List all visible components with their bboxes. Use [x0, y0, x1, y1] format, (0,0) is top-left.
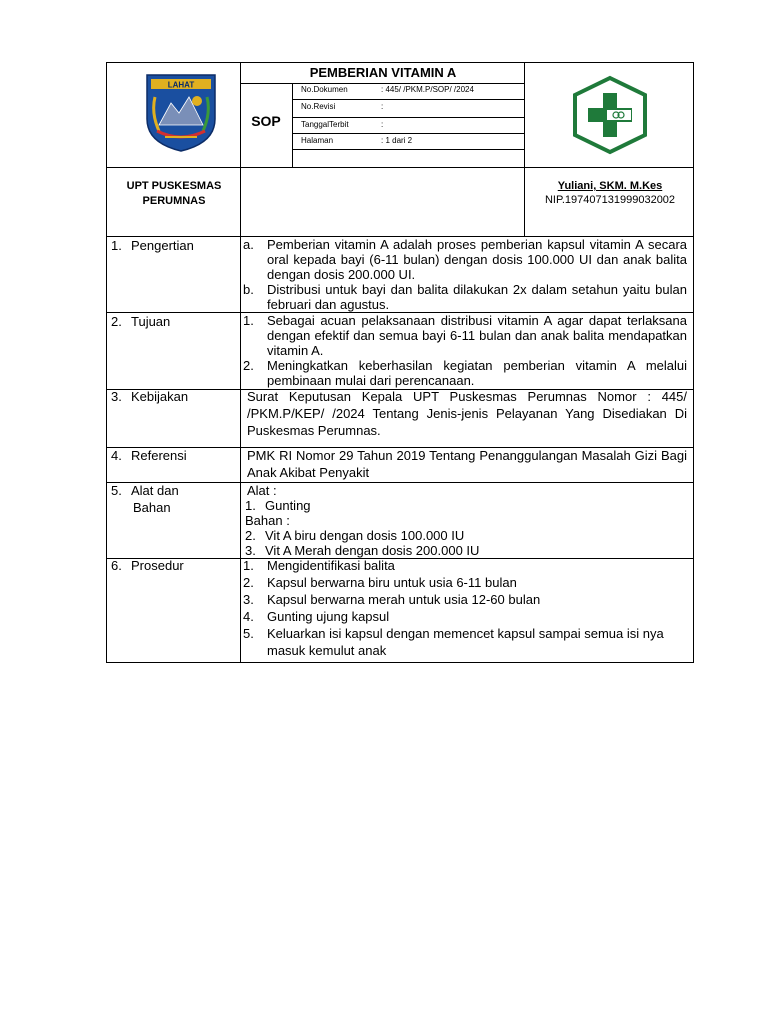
meta-label: No.Revisi	[301, 102, 336, 111]
meta-label: No.Dokumen	[301, 85, 348, 94]
list-text: Mengidentifikasi balita	[267, 558, 395, 573]
section-content-referensi: PMK RI Nomor 29 Tahun 2019 Tentang Penanggulangan Masalah Gizi Bagi Anak Akibat Penyakit	[247, 448, 687, 480]
signer-nip: NIP.197407131999032002	[544, 194, 676, 206]
bahan-title: Bahan :	[245, 513, 290, 528]
lahat-crest-text: LAHAT	[167, 80, 195, 90]
meta-label: TanggalTerbit	[301, 120, 349, 129]
divider	[292, 133, 525, 134]
list-text: Gunting	[265, 498, 311, 513]
section-content-tujuan	[243, 313, 687, 388]
divider	[241, 83, 525, 84]
list-marker: 1.	[243, 558, 254, 573]
list-marker: a.	[243, 237, 254, 252]
list-marker: 5.	[243, 626, 254, 641]
section-label-referensi	[111, 447, 187, 464]
list-text: Gunting ujung kapsul	[267, 609, 390, 624]
section-label-tujuan	[111, 313, 170, 330]
list-marker: 3.	[245, 543, 256, 558]
list-item	[243, 282, 687, 312]
list-text: Vit A Merah dengan dosis 200.000 IU	[265, 543, 480, 558]
list-item	[245, 498, 689, 513]
lahat-crest-logo	[145, 73, 217, 153]
section-number: 1.	[111, 238, 122, 253]
section-label-pengertian	[111, 237, 194, 254]
list-item	[243, 358, 687, 388]
section-title: Tujuan	[131, 314, 171, 329]
section-content-prosedur	[243, 557, 687, 659]
list-marker: 4.	[243, 609, 254, 624]
meta-value: :	[381, 102, 384, 111]
list-text: Pemberian vitamin A adalah proses pemberian kapsul vitamin A secara oral kepada bayi (6-11 bulan) dengan dosis 100.000 UI dan anak balita dengan dosis 200.000 UI.	[267, 237, 687, 282]
puskesmas-logo	[567, 75, 653, 155]
divider	[240, 237, 241, 662]
list-item	[245, 543, 689, 558]
section-title: Pengertian	[131, 238, 194, 253]
puskesmas-logo-cell	[525, 63, 695, 169]
organization-line: UPT PUSKESMAS	[126, 180, 222, 192]
organization-name	[107, 179, 241, 209]
divider	[292, 149, 525, 150]
list-item	[243, 237, 687, 282]
sop-body-table	[106, 237, 694, 663]
meta-label: Halaman	[301, 136, 334, 145]
list-marker: 2.	[243, 575, 254, 590]
list-text: Meningkatkan keberhasilan kegiatan pemberian vitamin A melalui pembinaan mulai dari perencanaan.	[267, 358, 687, 388]
section-number: 3.	[111, 389, 122, 404]
list-marker: 1.	[243, 313, 254, 328]
alat-title: Alat :	[247, 483, 277, 498]
section-label-prosedur	[111, 557, 184, 574]
section-number: 6.	[111, 558, 122, 573]
list-marker: 2.	[243, 358, 254, 373]
section-content-pengertian	[243, 237, 687, 312]
list-marker: 1.	[245, 498, 256, 513]
sop-label: SOP	[251, 113, 281, 129]
list-item	[243, 557, 687, 574]
list-text: Kapsul berwarna merah untuk usia 12-60 bulan	[267, 592, 541, 607]
section-title: Prosedur	[131, 558, 184, 573]
section-number: 5.	[111, 483, 122, 498]
list-item	[243, 625, 687, 659]
organization-line: PERUMNAS	[142, 195, 206, 207]
meta-value: : 445/ /PKM.P/SOP/ /2024	[381, 85, 474, 94]
list-item	[245, 528, 689, 543]
section-number: 2.	[111, 314, 122, 329]
divider	[292, 83, 293, 167]
list-marker: 2.	[245, 528, 256, 543]
section-title: Bahan	[133, 500, 171, 515]
meta-value: :	[381, 120, 384, 129]
section-title: Referensi	[131, 448, 187, 463]
list-item	[243, 574, 687, 591]
list-item	[243, 608, 687, 625]
header-table	[106, 62, 694, 168]
section-number: 4.	[111, 448, 122, 463]
list-marker: 3.	[243, 592, 254, 607]
document-title: PEMBERIAN VITAMIN A	[309, 65, 457, 80]
list-text: Sebagai acuan pelaksanaan distribusi vitamin A agar dapat terlaksana dengan efektif dan semua bayi 6-11 bulan dan anak balita mendapatkan vitamin A.	[267, 313, 687, 358]
list-item	[243, 313, 687, 358]
divider	[292, 117, 525, 118]
signer-name: Yuliani, SKM. M.Kes	[557, 180, 663, 192]
list-marker: b.	[243, 282, 254, 297]
section-content-kebijakan: Surat Keputusan Kepala UPT Puskesmas Perumnas Nomor : 445/ /PKM.P/KEP/ /2024 Tentang Jenis-jenis Pelayanan Yang Disediakan Di Puskesmas Perumnas.	[247, 389, 687, 438]
section-content-alat-bahan	[245, 483, 689, 558]
list-text: Distribusi untuk bayi dan balita dilakukan 2x dalam setahun yaitu bulan februari dan agustus.	[267, 282, 687, 312]
divider	[292, 99, 525, 100]
list-text: Vit A biru dengan dosis 100.000 IU	[265, 528, 465, 543]
list-text: Kapsul berwarna biru untuk usia 6-11 bulan	[267, 575, 517, 590]
section-label-kebijakan	[111, 388, 188, 405]
section-title: Alat dan	[131, 483, 179, 498]
list-item	[243, 591, 687, 608]
organization-row	[106, 167, 694, 237]
section-title: Kebijakan	[131, 389, 189, 404]
section-label-alat-bahan	[111, 482, 179, 516]
meta-value: : 1 dari 2	[381, 136, 413, 145]
list-text: Keluarkan isi kapsul dengan memencet kapsul sampai semua isi nya masuk kemulut anak	[267, 626, 664, 658]
